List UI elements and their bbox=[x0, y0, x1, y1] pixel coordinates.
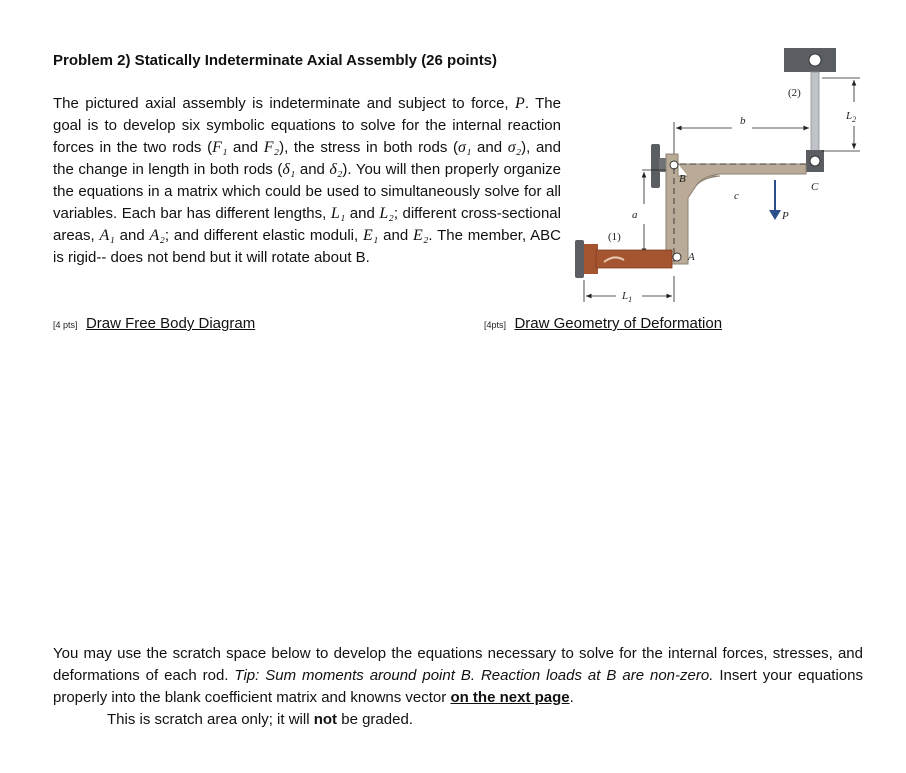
task-label-geometry: Draw Geometry of Deformation bbox=[514, 315, 723, 332]
assembly-figure bbox=[570, 40, 870, 310]
top-pin bbox=[809, 54, 821, 66]
task-geometry-of-deformation bbox=[484, 315, 722, 333]
task-points: [4pts] bbox=[484, 320, 507, 330]
next-page-link[interactable]: on the next page bbox=[450, 689, 570, 706]
task-label-fbd: Draw Free Body Diagram bbox=[85, 315, 256, 332]
task-points: [4 pts] bbox=[53, 320, 78, 330]
label-c: c bbox=[734, 190, 739, 202]
scratch-instructions: You may use the scratch space below to develop the equations necessary to solve for the internal forces, stresses, and deformations of each rod. Tip: Sum moments around point B. Reaction loads at B are non-zero. Insert your equations properly into the blank coefficient matrix and knowns vector on the next page. bbox=[53, 645, 863, 706]
rigid-member-arm bbox=[678, 164, 806, 186]
scratch-note: This is scratch area only; it will not be graded. bbox=[107, 711, 413, 728]
label-L2: $L_2$ bbox=[846, 110, 857, 124]
label-rod-2: (2) bbox=[788, 87, 801, 99]
label-L1: $L_1$ bbox=[622, 290, 633, 304]
rod-2 bbox=[811, 72, 819, 154]
label-b: b bbox=[740, 115, 746, 127]
label-B: B bbox=[679, 173, 686, 185]
problem-description: The pictured axial assembly is indeterminate and subject to force, P. The goal is to develop six symbolic equations to solve for the internal reaction forces in the two rods (F₁ and F₂), the stress in both rods (σ₁ and σ₂), and the change in length in both rods (δ₁ and δ₂). You will then properly organize the equations in a matrix which could be used to simultaneously solve for all variables. Each bar has different lengths, L₁ and L₂; different cross-sectional areas, A₁ and A₂; and different elastic moduli, E₁ and E₂. The member, ABC is rigid-- does not bend but it will rotate about B. bbox=[53, 95, 561, 266]
pin-A bbox=[673, 253, 681, 261]
task-free-body-diagram bbox=[53, 315, 255, 333]
label-a: a bbox=[632, 209, 638, 221]
pin-C bbox=[810, 156, 820, 166]
problem-title: Problem 2) Statically Indeterminate Axial Assembly (26 points) bbox=[53, 52, 498, 69]
pin-B bbox=[670, 161, 678, 169]
rod-1-wall bbox=[575, 240, 584, 278]
label-P: P bbox=[782, 210, 789, 222]
support-B-plate bbox=[651, 144, 660, 188]
force-P-arrow-head bbox=[769, 210, 781, 220]
label-C: C bbox=[811, 181, 819, 193]
label-rod-1: (1) bbox=[608, 231, 621, 243]
label-A: A bbox=[688, 251, 695, 263]
